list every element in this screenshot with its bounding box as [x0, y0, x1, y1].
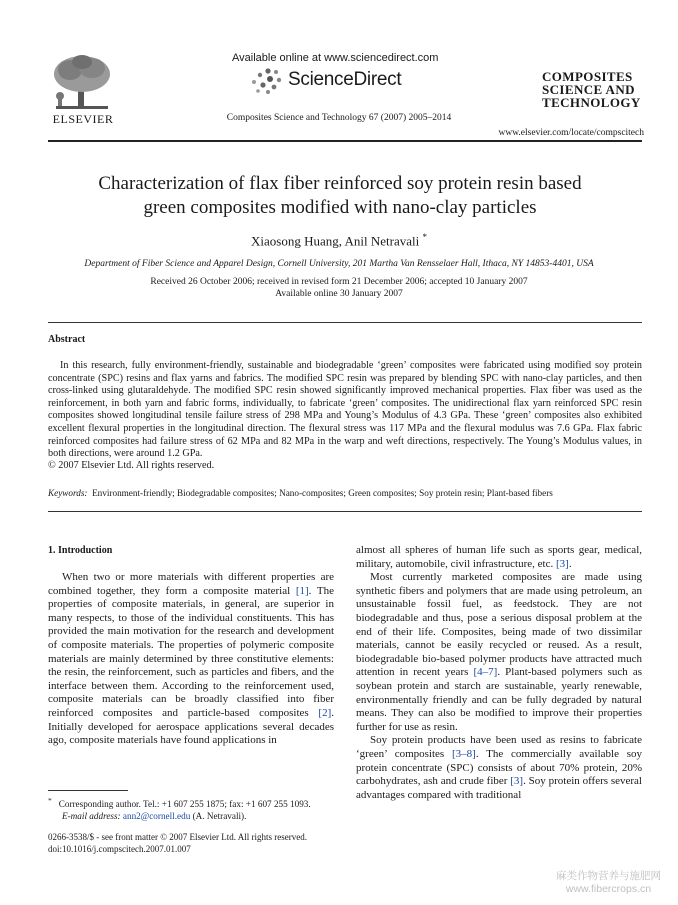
- email-label: E-mail address:: [62, 811, 121, 822]
- right-column: [356, 544, 642, 802]
- author-list: [0, 232, 678, 249]
- sciencedirect-logo: [248, 66, 418, 96]
- text-run: When two or more materials with different properties are combined together, they form a composite material: [48, 571, 334, 597]
- watermark-line-1: 麻类作物营养与施肥网: [556, 870, 661, 882]
- doi-link[interactable]: doi:10.1016/j.compscitech.2007.01.007: [48, 844, 191, 854]
- sciencedirect-wordmark: ScienceDirect: [288, 69, 402, 90]
- keywords-text: Environment-friendly; Biodegradable composites; Nano-composites; Green composites; Soy protein resin; Plant-based fibers: [92, 488, 553, 498]
- citation-link[interactable]: [4–7]: [473, 666, 498, 679]
- footnote-mark: *: [48, 796, 52, 805]
- text-run: . The properties of composite materials, in general, are superior in many respects, to those of the individual constituents. This has provided the main motivation for the research and development of composite materials. The properties of polymeric composite materials are mainly determined by three constitutive elements: the resin, the reinforcement, such as particles and fibers, and the interface between them. According to the reinforcement used, composite materials can be broadly classified into fiber reinforced composites and particle-based composites: [48, 584, 334, 719]
- footnote-corresponding: [48, 795, 348, 810]
- paper-title: [60, 172, 620, 220]
- watermark: [556, 870, 661, 896]
- journal-logo-line-2: SCIENCE AND: [542, 82, 635, 97]
- left-column: [48, 571, 334, 748]
- abstract-divider-top: [48, 322, 642, 323]
- title-line-2: green composites modified with nano-clay particles: [143, 197, 537, 218]
- abstract-heading: Abstract: [48, 334, 86, 345]
- intro-paragraph-2: [356, 571, 642, 734]
- citation-link[interactable]: [2]: [318, 706, 332, 719]
- text-run: almost all spheres of human life such as sports gear, medical, military, automobile, civil infrastructure, etc.: [356, 544, 642, 570]
- citation-link[interactable]: [3–8]: [451, 747, 476, 760]
- email-link[interactable]: ann2@cornell.edu: [122, 811, 191, 822]
- keywords: [48, 488, 642, 498]
- abstract-divider-bottom: [48, 511, 642, 512]
- citation-link[interactable]: [1]: [295, 584, 309, 597]
- citation-link[interactable]: [3]: [555, 557, 569, 570]
- journal-reference: Composites Science and Technology 67 (2007) 2005–2014: [226, 113, 452, 123]
- sciencedirect-dots-icon: [248, 66, 284, 96]
- footnote-email: [48, 810, 348, 822]
- author-names: Xiaosong Huang, Anil Netravali: [251, 233, 420, 249]
- text-run: . Initially developed for aerospace applications several decades ago, composite materials have found applications in: [48, 706, 334, 747]
- text-run: .: [568, 557, 572, 570]
- journal-logo-line-3: TECHNOLOGY: [542, 95, 641, 110]
- footnote: [48, 795, 348, 822]
- journal-logo: [542, 70, 642, 109]
- text-run: . Soy protein offers several advantages compared with traditional: [356, 775, 642, 801]
- abstract-body: In this research, fully environment-friendly, sustainable and biodegradable ‘green’ composites were fabricated using modified soy protein concentrate (SPC) resins and flax yarns and fabrics. The modified SPC resin was prepared by blending SPC with nano-clay particles, and then cross-linked using glutaraldehyde. The modified SPC resin showed significantly improved mechanical properties. Flax fiber was used as the reinforcement, in both yarn and fabric forms, individually, to fabricate ‘green’ composites. The unidirectional flax yarn reinforced SPC resin composites showed longitudinal tensile failure stress of 298 MPa and Young’s Modulus of 4.3 GPa. These ‘green’ composites also exhibited excellent flexural properties in the longitudinal direction. The flexural stress was 117 MPa and the flexural modulus was 7.6 GPa. Flax fabric reinforced composites had failure stress of 62 MPa and 82 MPa in the warp and weft directions, respectively. The Young’s Modulus values, in both directions, were around 1.2 GPa.: [48, 360, 642, 460]
- front-matter: [48, 831, 307, 855]
- intro-paragraph-3: [356, 734, 642, 802]
- text-run: . Plant-based polymers such as soybean protein and starch are sustainable, yearly renewable, environmentally friendly and can be fully degraded by natural means. They can also be modified to improve their properties further for use as resin.: [356, 666, 642, 733]
- journal-logo-line-1: COMPOSITES: [542, 69, 633, 84]
- intro-paragraph-continued: [356, 544, 642, 571]
- text-run: Soy protein products have been used as resins to fabricate ‘green’ composites: [356, 734, 642, 760]
- author-affiliation: Department of Fiber Science and Apparel Design, Cornell University, 201 Martha Van Rensselaer Hall, Ithaca, NY 14853-4401, USA: [84, 259, 594, 269]
- available-online-date: Available online 30 January 2007: [275, 289, 403, 299]
- intro-paragraph-1: [48, 571, 334, 748]
- footnote-divider: [48, 790, 128, 791]
- header-divider: [48, 140, 642, 142]
- footnote-corresponding-text: Corresponding author. Tel.: +1 607 255 1875; fax: +1 607 255 1093.: [58, 799, 311, 810]
- watermark-line-2: www.fibercrops.cn: [565, 883, 652, 895]
- keywords-label: Keywords:: [48, 488, 88, 498]
- publisher-name: ELSEVIER: [52, 112, 114, 126]
- text-run: Most currently marketed composites are made using synthetic fibers and polymers that are made using petroleum, an unsustainable fossil fuel, as feedstock. They are not biodegradable and thus, pose a serious disposal problem at the end of their life. Composites, being made of two dissimilar materials, cannot be easily recycled or reused. As a result, biodegradable bio-based polymer products have attracted much attention in recent years: [356, 571, 642, 679]
- section-heading-introduction: 1. Introduction: [48, 545, 113, 556]
- available-online-label: Available online at www.sciencedirect.com: [232, 52, 439, 64]
- email-suffix: (A. Netravali).: [192, 811, 247, 822]
- corresponding-author-mark[interactable]: *: [422, 232, 427, 242]
- received-dates: Received 26 October 2006; received in revised form 21 December 2006; accepted 10 January 2007: [150, 277, 528, 287]
- citation-link[interactable]: [3]: [510, 775, 524, 788]
- issn-line: 0266-3538/$ - see front matter © 2007 Elsevier Ltd. All rights reserved.: [48, 832, 308, 842]
- title-line-1: Characterization of flax fiber reinforced soy protein resin based: [98, 173, 582, 194]
- elsevier-tree-logo: [48, 52, 116, 120]
- journal-url-link[interactable]: www.elsevier.com/locate/compscitech: [498, 128, 644, 138]
- abstract-copyright: © 2007 Elsevier Ltd. All rights reserved.: [48, 460, 215, 471]
- text-run: . The commercially available soy protein concentrate (SPC) consists of about 70% protein, 20% carbohydrates, ash and crude fiber: [356, 747, 643, 788]
